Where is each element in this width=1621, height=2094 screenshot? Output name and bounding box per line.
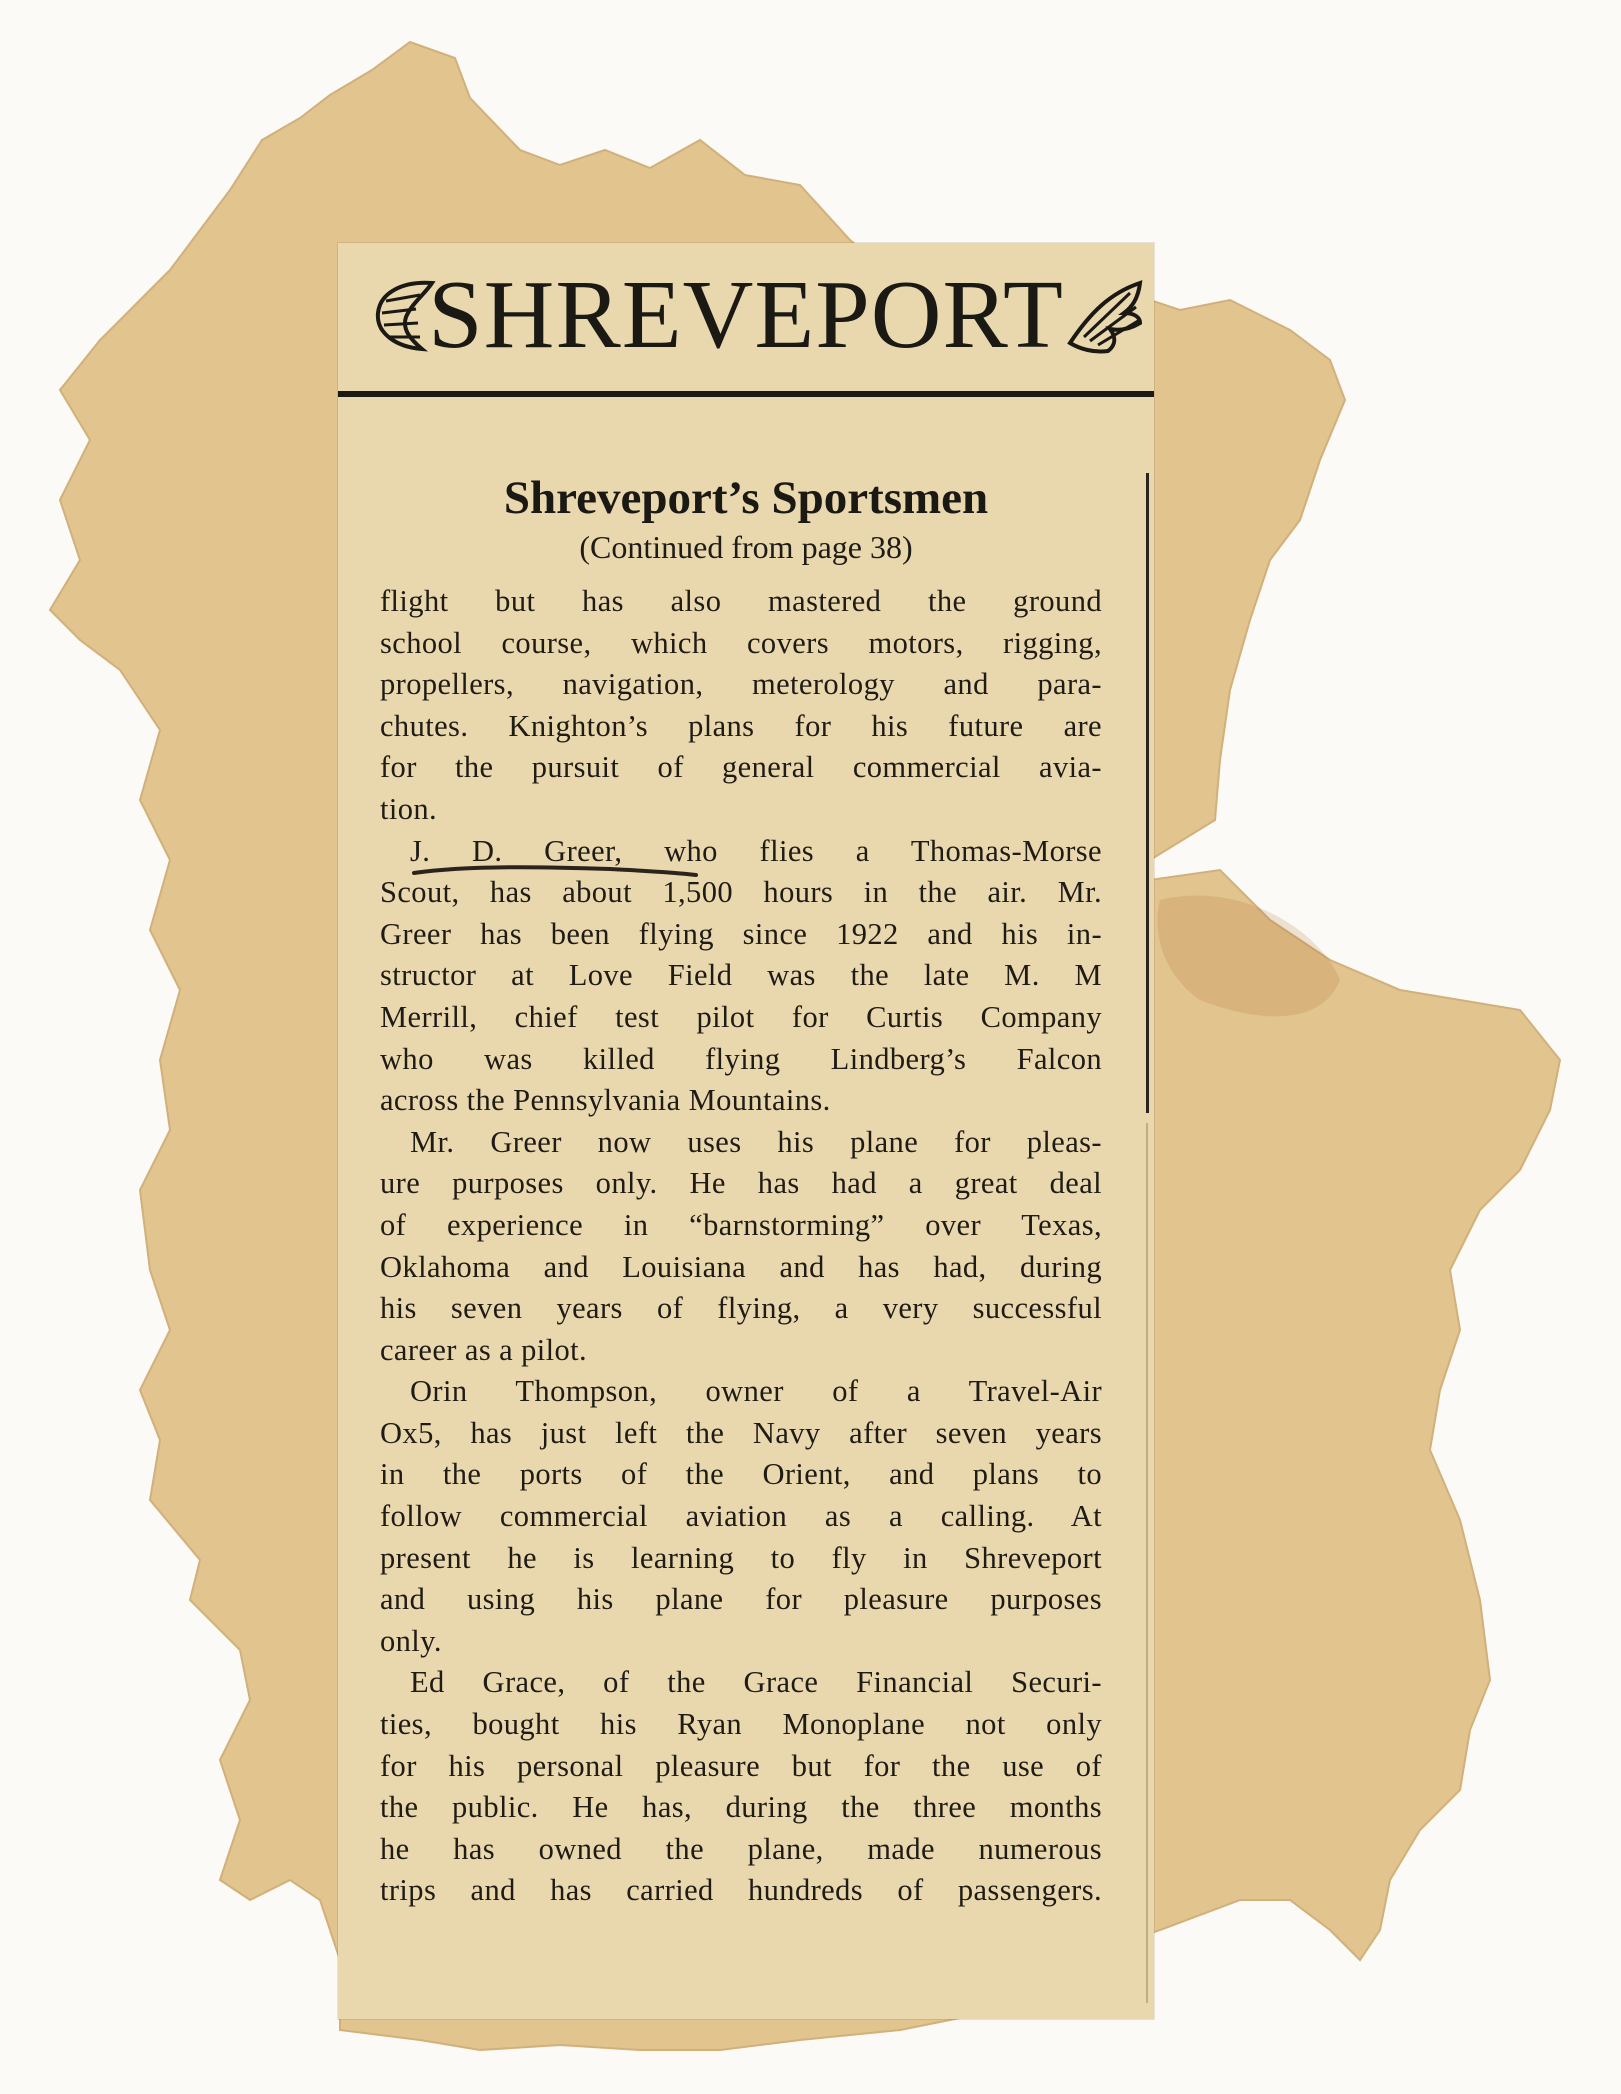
article-line: follow commercial aviation as a calling. At xyxy=(380,1499,1102,1534)
article-line: for the pursuit of general commercial avia- xyxy=(380,750,1102,785)
article-line: school course, which covers motors, rigging, xyxy=(380,625,1102,660)
article-line: ure purposes only. He has had a great deal xyxy=(380,1166,1102,1201)
article-line: his seven years of flying, a very successful xyxy=(380,1291,1102,1326)
article-line: Scout, has about 1,500 hours in the air. Mr. xyxy=(380,875,1102,910)
article-line: across the Pennsylvania Mountains. xyxy=(380,1083,831,1118)
article-line: of experience in “barnstorming” over Texas, xyxy=(380,1207,1102,1242)
article-line: tion. xyxy=(380,791,438,826)
article-line: in the ports of the Orient, and plans to xyxy=(380,1457,1102,1492)
article-line: Orin Thompson, owner of a Travel-Air xyxy=(410,1374,1102,1409)
column-fold-line xyxy=(1146,1123,1148,2003)
article-line: who was killed flying Lindberg’s Falcon xyxy=(380,1041,1102,1076)
article-line: ties, bought his Ryan Monoplane not only xyxy=(380,1707,1102,1742)
article-line: Mr. Greer now uses his plane for pleas- xyxy=(410,1124,1102,1159)
article-line: propellers, navigation, meterology and para- xyxy=(380,667,1102,702)
article-headline: Shreveport’s Sportsmen xyxy=(503,472,989,524)
article-line: flight but has also mastered the ground xyxy=(380,584,1102,618)
masthead-title: SHREVEPORT xyxy=(428,261,1064,369)
article-line: career as a pilot. xyxy=(380,1332,588,1367)
article-body xyxy=(380,581,1102,1912)
continued-note: (Continued from page 38) xyxy=(579,529,913,565)
article-line: chutes. Knighton’s plans for his future are xyxy=(380,708,1102,743)
article-line: for his personal pleasure but for the use of xyxy=(380,1748,1102,1783)
article-line: Ed Grace, of the Grace Financial Securi- xyxy=(410,1665,1102,1700)
wing-ornament-right-icon xyxy=(1060,273,1146,357)
article-line: only. xyxy=(380,1623,442,1658)
article-line: the public. He has, during the three months xyxy=(380,1790,1102,1825)
article-line: trips and has carried hundreds of passengers. xyxy=(380,1873,1102,1908)
article-line: Ox5, has just left the Navy after seven years xyxy=(380,1415,1102,1450)
article-line: Merrill, chief test pilot for Curtis Company xyxy=(380,999,1102,1034)
article-line: present he is learning to fly in Shreveport xyxy=(380,1540,1102,1575)
article-line: and using his plane for pleasure purposes xyxy=(380,1582,1102,1617)
article-line: Oklahoma and Louisiana and has had, during xyxy=(380,1249,1102,1284)
article-line: structor at Love Field was the late M. M xyxy=(380,958,1102,993)
article-line: he has owned the plane, made numerous xyxy=(380,1831,1102,1866)
masthead xyxy=(338,243,1154,397)
column-rule xyxy=(1146,473,1149,1113)
article-line: J. D. Greer, who flies a Thomas-Morse xyxy=(410,833,1102,868)
newspaper-clipping xyxy=(338,243,1154,2019)
article-line: Greer has been flying since 1922 and his in- xyxy=(380,916,1102,951)
